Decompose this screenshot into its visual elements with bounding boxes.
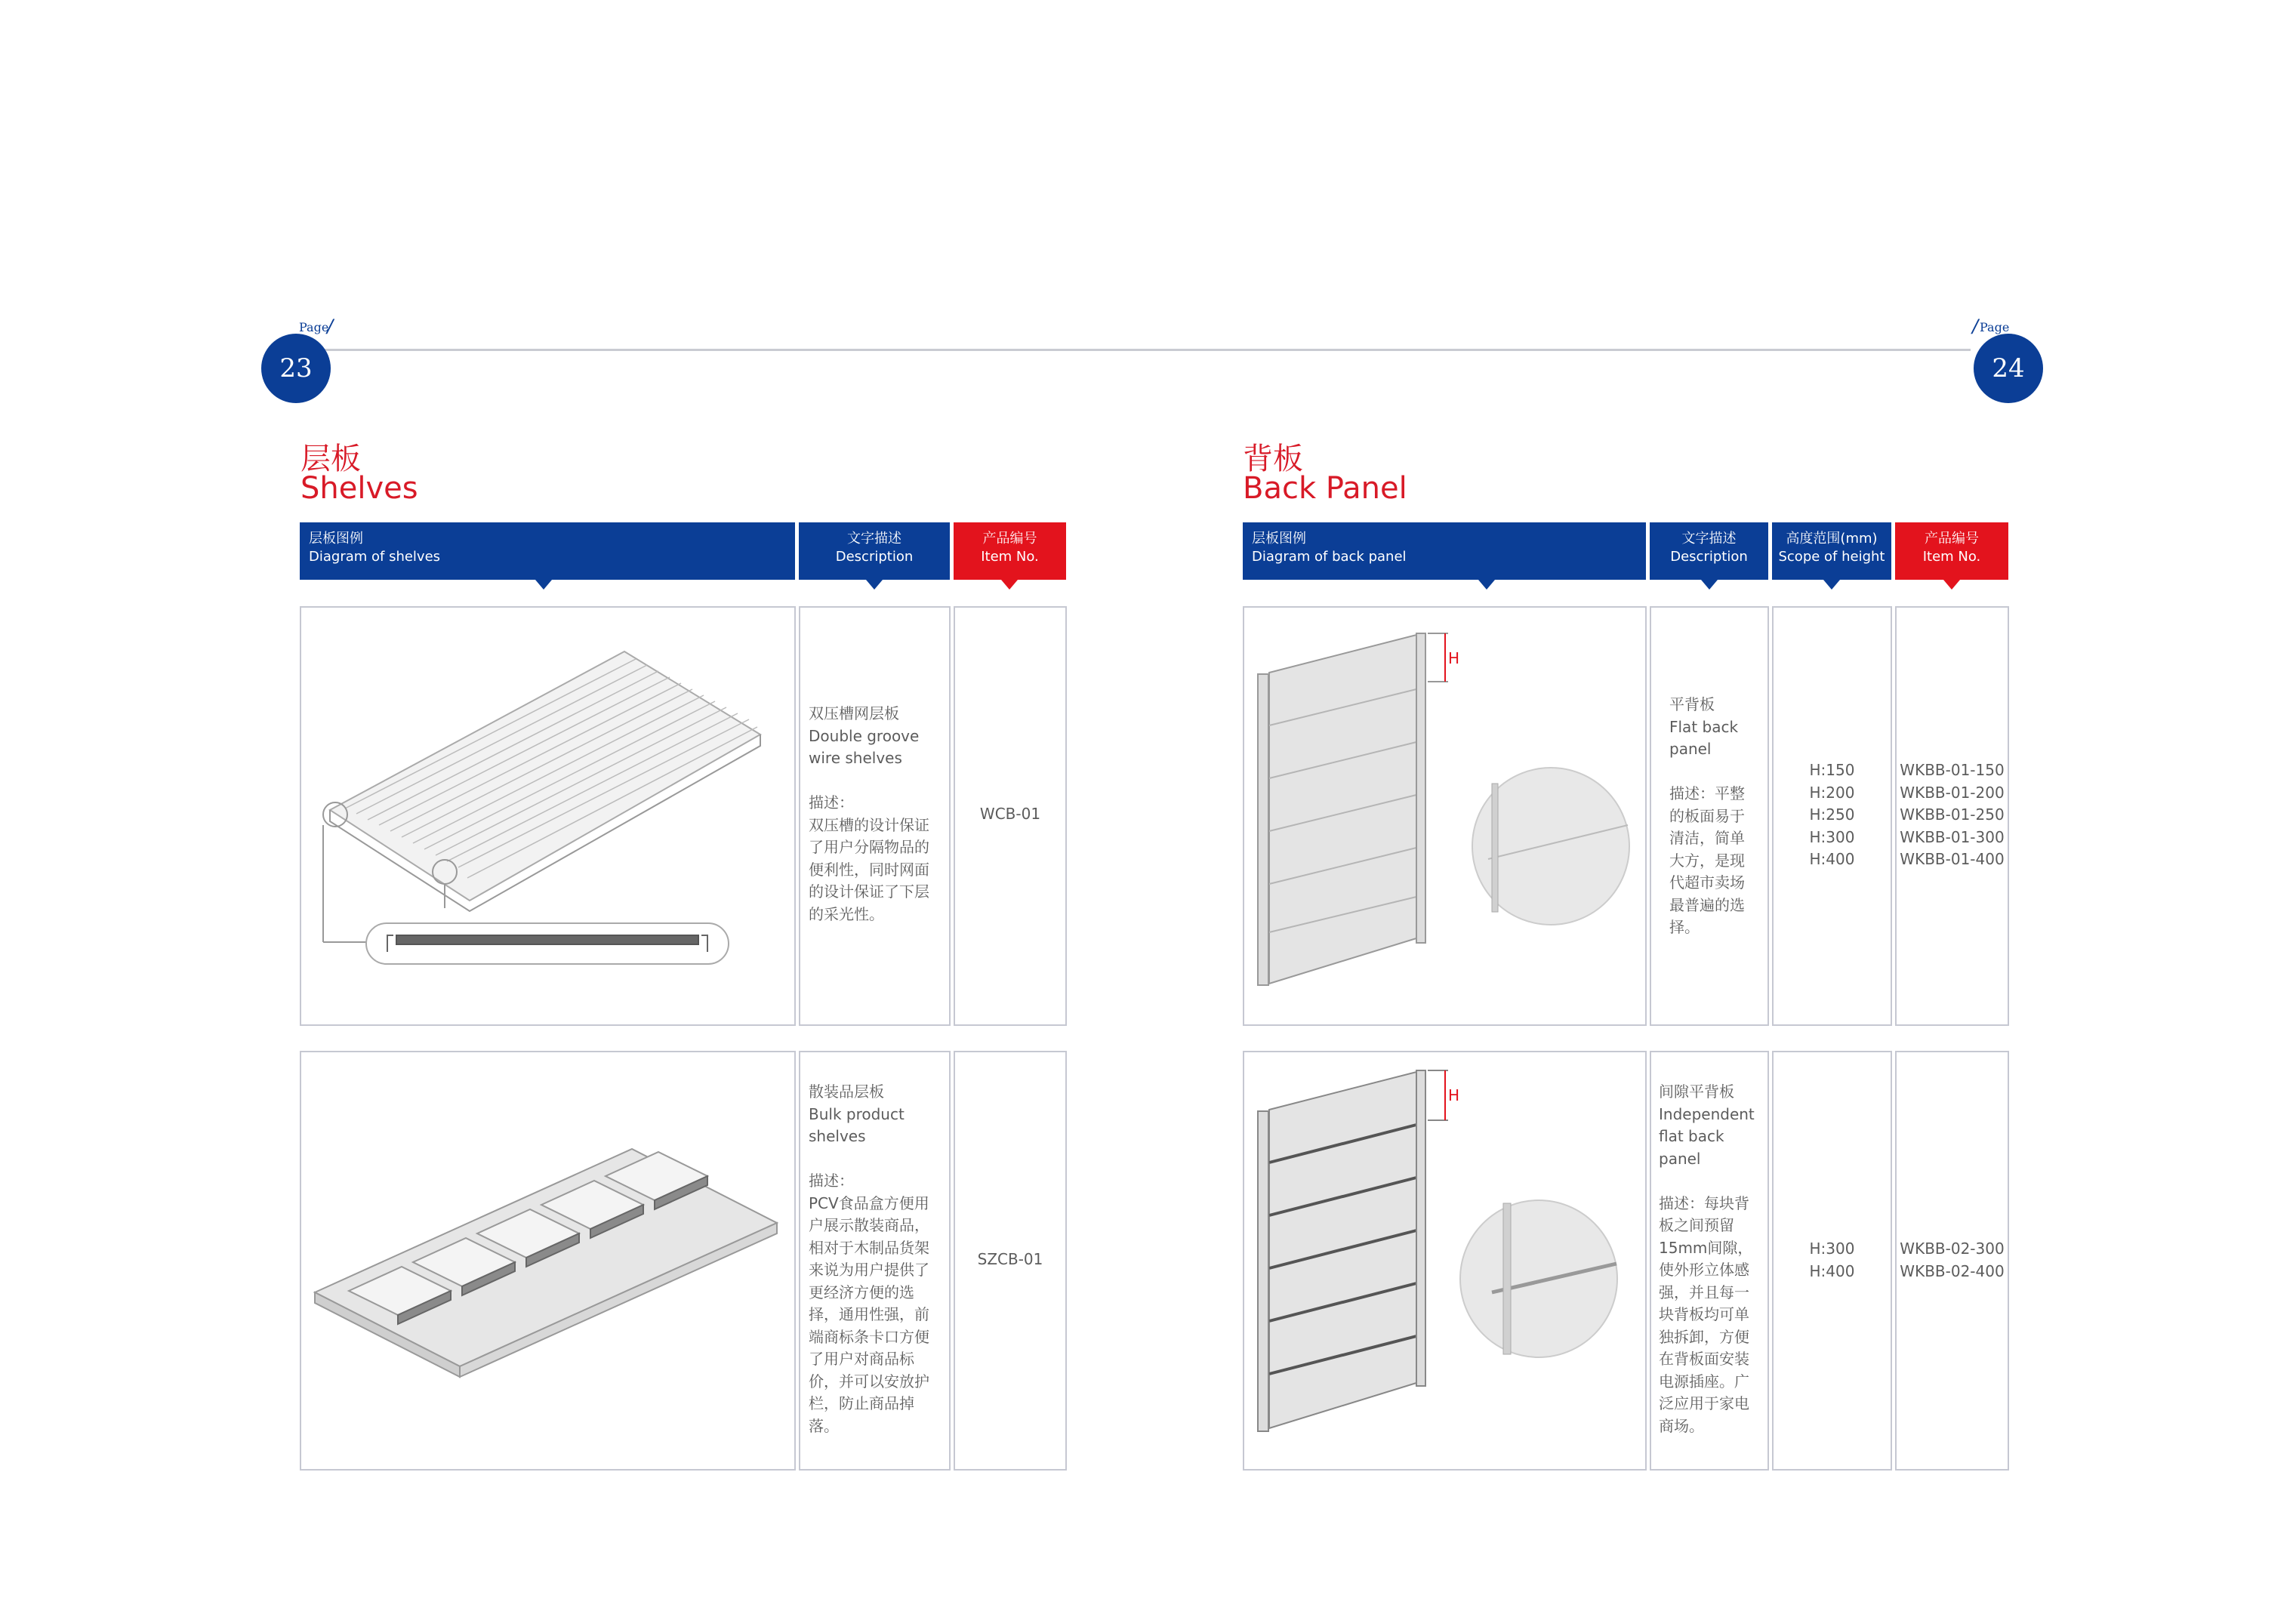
header-pointer — [535, 580, 552, 590]
header-label-cn: 层板图例 — [1252, 531, 1306, 547]
header-label-en: Description — [835, 549, 914, 565]
header-label-cn: 高度范围(mm) — [1786, 531, 1878, 547]
header-label-en: Item No. — [981, 549, 1039, 565]
independent-back-panel-illustration — [1243, 1051, 1647, 1471]
flat-back-panel-illustration — [1243, 606, 1647, 1026]
shelves-title-cn: 层板 — [300, 442, 361, 476]
h-dimension-label: H — [1448, 649, 1460, 667]
shelves-row2-item-no: SZCB-01 — [977, 1250, 1043, 1268]
wire-shelf-illustration — [300, 606, 796, 1026]
backpanel-header-desc — [1650, 522, 1768, 580]
header-label-cn: 产品编号 — [1925, 531, 1979, 547]
backpanel-row2-heights: H:300 H:400 — [1809, 1240, 1855, 1280]
page-slash-left: / — [327, 316, 334, 337]
header-pointer — [1701, 580, 1718, 590]
shelves-title-en: Shelves — [300, 471, 418, 506]
backpanel-header-item — [1895, 522, 2008, 580]
page-number-left: 23 — [261, 334, 331, 403]
header-pointer — [1478, 580, 1495, 590]
backpanel-title-cn: 背板 — [1243, 442, 1303, 476]
shelves-header-desc — [799, 522, 950, 580]
header-label-en: Item No. — [1922, 549, 1981, 565]
shelves-header-item — [954, 522, 1066, 580]
backpanel-title-en: Back Panel — [1243, 471, 1407, 506]
backpanel-header-diagram — [1243, 522, 1646, 580]
header-pointer — [1823, 580, 1840, 590]
backpanel-row1-item-no: WKBB-01-150 WKBB-01-200 WKBB-01-250 WKBB-01-300 WKBB-01-400 — [1900, 761, 2005, 868]
header-label-cn: 文字描述 — [847, 531, 901, 547]
bulk-shelf-illustration — [300, 1051, 796, 1471]
header-label-en: Scope of height — [1778, 549, 1885, 565]
header-label-cn: 文字描述 — [1681, 531, 1737, 547]
page-slash-right: / — [1972, 316, 1979, 337]
backpanel-row2-description: 间隙平背板 Independent flat back panel 描述：每块背 板之间预留 15mm间隙， 使外形立体感 强，并且每一 块背板均可单 独拆卸，方便 在背板面安装 电源插座。广 泛应用于家电 商场。 — [1659, 1083, 1755, 1435]
page-label-right: Page — [1980, 320, 2010, 334]
header-rule — [325, 349, 1971, 351]
backpanel-row2-item-no: WKBB-02-300 WKBB-02-400 — [1900, 1240, 2005, 1280]
h-dimension-label: H — [1448, 1086, 1460, 1104]
page-label-left: Page — [299, 320, 329, 334]
header-label-en: Diagram of back panel — [1252, 549, 1407, 565]
header-label-en: Diagram of shelves — [309, 549, 441, 565]
header-label-cn: 层板图例 — [309, 531, 363, 547]
backpanel-row1-description: 平背板 Flat back panel 描述：平整 的板面易于 清洁，简单 大方，是现 代超市卖场 最普遍的选 择。 — [1669, 695, 1745, 936]
shelves-row2-description: 散装品层板 Bulk product shelves 描述： PCV食品盒方便用 户展示散装商品， 相对于木制品货架 来说为用户提供了 更经济方便的选 择，通用性强，前 端商标条卡口方便 了用户对商品标 价，并可以安放护 栏，防止商品掉 落。 — [809, 1083, 929, 1435]
shelves-row1-description: 双压槽网层板 Double groove wire shelves 描述： 双压槽的设计保证 了用户分隔物品的 便利性，同时网面 的设计保证了下层 的采光性。 — [809, 704, 929, 923]
shelves-header-diagram — [300, 522, 795, 580]
header-pointer — [866, 580, 883, 590]
page-number-right: 24 — [1974, 334, 2043, 403]
header-pointer — [1943, 580, 1960, 590]
backpanel-header-height — [1772, 522, 1891, 580]
backpanel-row1-heights: H:150 H:200 H:250 H:300 H:400 — [1809, 761, 1855, 868]
header-pointer — [1001, 580, 1018, 590]
header-label-cn: 产品编号 — [982, 531, 1037, 547]
header-label-en: Description — [1670, 549, 1748, 565]
shelves-row1-item-no: WCB-01 — [979, 805, 1041, 823]
